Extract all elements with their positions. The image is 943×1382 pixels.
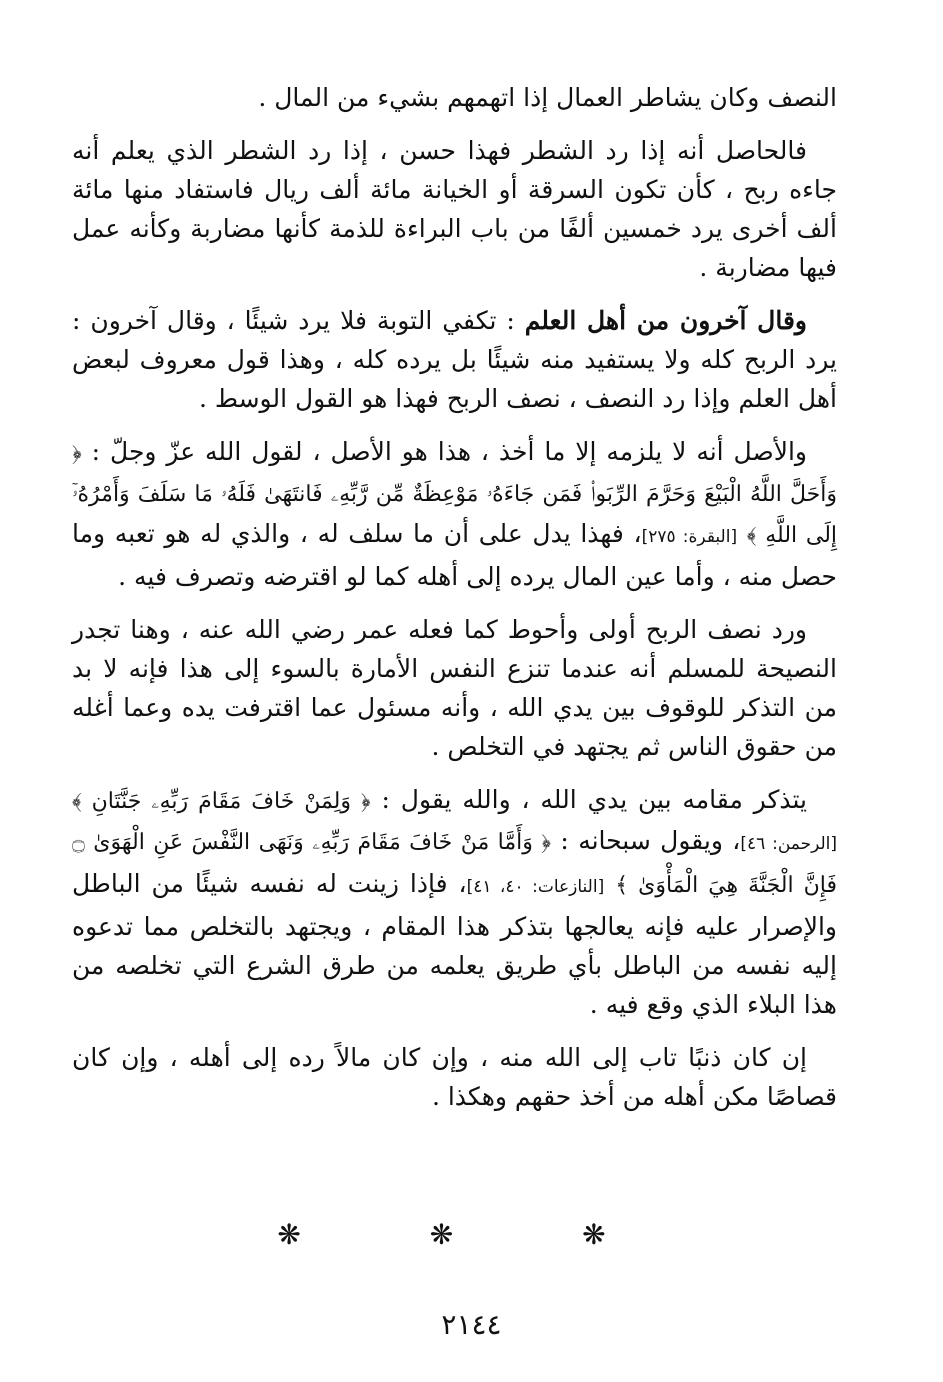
- quran-verse-rahman: ﴿ وَلِمَنْ خَافَ مَقَامَ رَبِّهِۦ جَنَّتَانِ ﴾: [72, 789, 371, 814]
- paragraph-3-text: : تكفي التوبة فلا يرد شيئًا ، وقال آخرون : يرد الربح كله ولا يستفيد منه شيئًا بل يرده كله ، وهذا قول معروف لبعض أهل العلم وإذا رد النصف ، نصف الربح فهذا هو القول الوسط .: [72, 306, 837, 413]
- paragraph-4-text-after: ، فهذا يدل على أن ما سلف له ، والذي له هو تعبه وما حصل منه ، وأما عين المال يرده إلى أهله كما لو اقترضه وتصرف فيه .: [72, 519, 837, 591]
- page-number: ٢١٤٤: [441, 1308, 502, 1341]
- paragraph-7: [72, 1038, 837, 1116]
- quran-verse-naziat: ﴿ وَأَمَّا مَنْ خَافَ مَقَامَ رَبِّهِۦ وَنَهَى النَّفْسَ عَنِ الْهَوَىٰ ۝ فَإِنَّ الْجَنَّةَ هِيَ الْمَأْوَىٰ ﴾: [72, 830, 838, 898]
- paragraph-5-text: ورد نصف الربح أولى وأحوط كما فعله عمر رضي الله عنه ، وهنا تجدر النصيحة للمسلم أنه عندما تنزع النفس الأمارة بالسوء إلى هذا فإنه لا بد من التذكر للوقوف بين يدي الله ، وأنه مسئول عما اقترفت يده وعما أغله من حقوق الناس ثم يجتهد في التخلص .: [72, 615, 837, 761]
- section-separator: ❋ ❋ ❋: [277, 1218, 666, 1251]
- paragraph-2: [72, 131, 837, 287]
- paragraph-1-text: النصف وكان يشاطر العمال إذا اتهمهم بشيء من المال .: [258, 83, 837, 112]
- paragraph-3: [72, 301, 837, 418]
- paragraph-2-text: فالحاصل أنه إذا رد الشطر فهذا حسن ، إذا رد الشطر الذي يعلم أنه جاءه ربح ، كأن تكون السرقة أو الخيانة مائة ألف ريال فاستفاد منها مائة ألف أخرى يرد خمسين ألفًا من باب البراءة للذمة كأنها مضاربة وكأنه عمل فيها مضاربة .: [72, 136, 837, 282]
- paragraph-4-text-before: والأصل أنه لا يلزمه إلا ما أخذ ، هذا هو الأصل ، لقول الله عزّ وجلّ :: [91, 437, 807, 466]
- paragraph-6-text-mid: ، ويقول سبحانه :: [560, 826, 741, 855]
- paragraph-3-bold-lead: وقال آخرون من أهل العلم: [524, 306, 807, 335]
- paragraph-7-text: إن كان ذنبًا تاب إلى الله منه ، وإن كان مالاً رده إلى أهله ، وإن كان قصاصًا مكن أهله من أخذ حقهم وهكذا .: [72, 1043, 837, 1111]
- paragraph-5: [72, 610, 837, 766]
- paragraph-4: [72, 432, 837, 596]
- paragraph-6-text-before: يتذكر مقامه بين يدي الله ، والله يقول :: [381, 785, 807, 814]
- paragraph-1: [72, 78, 837, 117]
- citation-baqarah: [البقرة: ٢٧٥]: [641, 527, 738, 547]
- quran-verse-baqarah: ﴿ وَأَحَلَّ اللَّهُ الْبَيْعَ وَحَرَّمَ الرِّبَوا۟ فَمَن جَاءَهُۥ مَوْعِظَةٌ مِّن رَّبِّهِۦ فَانتَهَىٰ فَلَهُۥ مَا سَلَفَ وَأَمْرُهُۥٓ إِلَى اللَّهِ ﴾: [72, 441, 838, 548]
- citation-rahman: [الرحمن: ٤٦]: [740, 834, 838, 854]
- paragraph-6-text-after: ، فإذا زينت له نفسه شيئًا من الباطل والإصرار عليه فإنه يعالجها بتذكر هذا المقام ، ويجتهد بالتخلص مما تدعوه إليه نفسه من الباطل بأي طريق يعلمه من طرق الشرع التي تخلصه من هذا البلاء الذي وقع فيه .: [72, 869, 837, 1019]
- citation-naziat: [النازعات: ٤٠، ٤١]: [466, 877, 605, 897]
- paragraph-6: [72, 780, 837, 1024]
- page-body: [72, 78, 837, 1130]
